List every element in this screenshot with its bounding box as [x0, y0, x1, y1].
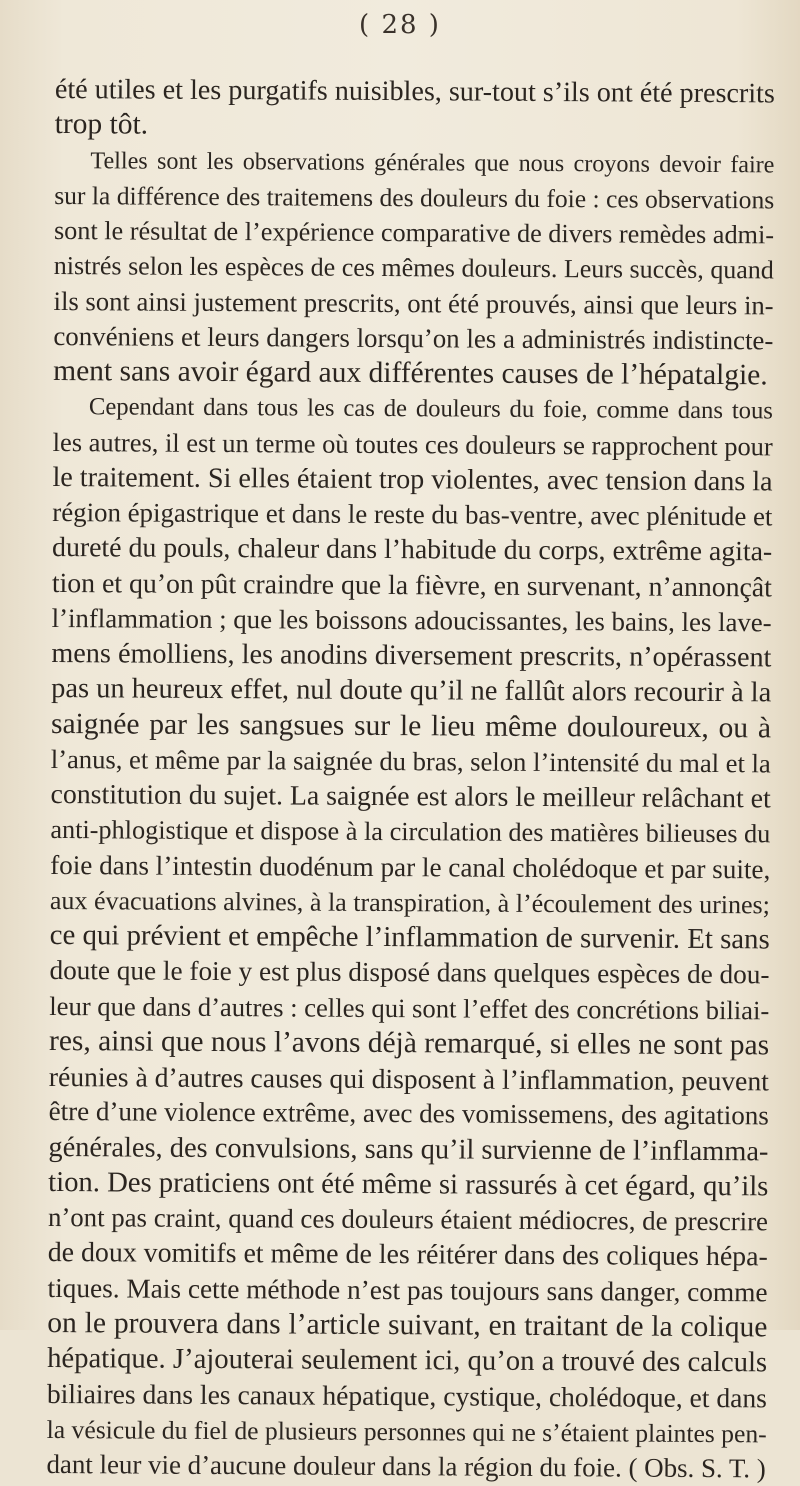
text-line: anti-phlogistique et dispose à la circulation des matières bilieuses du [50, 815, 771, 849]
text-line: tion. Des praticiens ont été même si rassurés à cet égard, qu’ils [48, 1165, 769, 1203]
text-line: saignée par les sangsues sur le lieu même douloureux, ou à [50, 707, 772, 744]
text-line: ils sont ainsi justement prescrits, ont été prouvés, ainsi que leurs in- [53, 285, 774, 320]
text-line: aux évacuations alvines, à la transpiration, à l’écoulement des urines; [49, 885, 771, 920]
text-line: foie dans l’intestin duodénum par le canal cholédoque et par suite, [50, 849, 771, 884]
text-line: Cependant dans tous les cas de douleurs du foie, comme dans tous [88, 393, 774, 425]
body-text [46, 72, 775, 1486]
text-line: nistrés selon les espèces de ces mêmes douleurs. Leurs succès, quand [53, 251, 774, 285]
text-line: tion et qu’on pût craindre que la fièvre, en survenant, n’annonçât [51, 567, 772, 603]
text-line: sont le résultat de l’expérience comparative de divers remèdes admi- [53, 215, 775, 250]
text-line: été utiles et les purgatifs nuisibles, sur-tout s’ils ont été prescrits [54, 73, 775, 110]
text-line: les autres, il est un terme où toutes ces douleurs se rapprochent pour [52, 426, 773, 461]
text-line: constitution du sujet. La saignée est alors le meilleur relâchant et [50, 778, 771, 815]
text-line: dant leur vie d’aucune douleur dans la région du foie. ( Obs. S. T. ) [46, 1448, 766, 1484]
text-line: dureté du pouls, chaleur dans l’habitude du corps, extrême agita- [51, 532, 773, 568]
text-line: l’inflammation ; que les boissons adoucissantes, les bains, les lave- [51, 602, 772, 638]
text-line: ment sans avoir égard aux différentes causes de l’hépatalgie. [53, 354, 768, 392]
text-line: hépatique. J’ajouterai seulement ici, qu’on a trouvé des calculs [47, 1341, 768, 1379]
paragraph [53, 142, 774, 393]
text-line: de doux vomitifs et même de les réitérer dans des coliques hépa- [47, 1237, 768, 1273]
text-line: ce qui prévient et empêche l’inflammation de survenir. Et sans [49, 918, 770, 956]
paragraph [55, 72, 775, 147]
text-line: être d’une violence extrême, avec des vomissemens, des agitations [48, 1096, 769, 1131]
text-line: convéniens et leurs dangers lorsqu’on les a administrés indistincte- [53, 320, 774, 356]
text-line: réunies à d’autres causes qui disposent à l’inflammation, peuvent [48, 1060, 769, 1097]
text-line: res, ainsi que nous l’avons déjà remarqué, si elles ne sont pas [48, 1024, 770, 1062]
page-number: ( 28 ) [359, 10, 441, 40]
text-line: trop tôt. [54, 108, 149, 141]
text-line: biliaires dans les canaux hépatique, cystique, cholédoque, et dans [46, 1378, 768, 1414]
text-line: la vésicule du fiel de plusieurs personnes qui ne s’étaient plaintes pen- [46, 1414, 767, 1448]
text-line: on le prouvera dans l’article suivant, en traitant de la colique [47, 1306, 768, 1344]
text-line: mens émolliens, les anodins diversement prescrits, n’opérassent [51, 637, 772, 674]
text-line: n’ont pas craint, quand ces douleurs étaient médiocres, de prescrire [47, 1201, 769, 1237]
text-line: sur la différence des traitemens des douleurs du foie : ces observations [54, 180, 775, 215]
text-line: générales, des convulsions, sans qu’il survienne de l’inflamma- [48, 1131, 769, 1167]
paragraph [46, 389, 773, 1486]
text-line: le traitement. Si elles étaient trop violentes, avec tension dans la [52, 461, 773, 498]
text-line: leur que dans d’autres : celles qui sont l’effet des concrétions biliai- [49, 990, 770, 1025]
text-line: région épigastrique et dans le reste du bas-ventre, avec plénitude et [52, 496, 773, 532]
text-line: doute que le foie y est plus disposé dans quelques espèces de dou- [49, 955, 770, 990]
text-line: l’anus, et même par la saignée du bras, selon l’intensité du mal et la [50, 743, 771, 779]
text-line: pas un heureux effet, nul doute qu’il ne fallût alors recourir à la [51, 673, 772, 709]
text-line: tiques. Mais cette méthode n’est pas toujours sans danger, comme [47, 1272, 768, 1307]
text-line: Telles sont les observations générales que nous croyons devoir faire [90, 146, 775, 178]
